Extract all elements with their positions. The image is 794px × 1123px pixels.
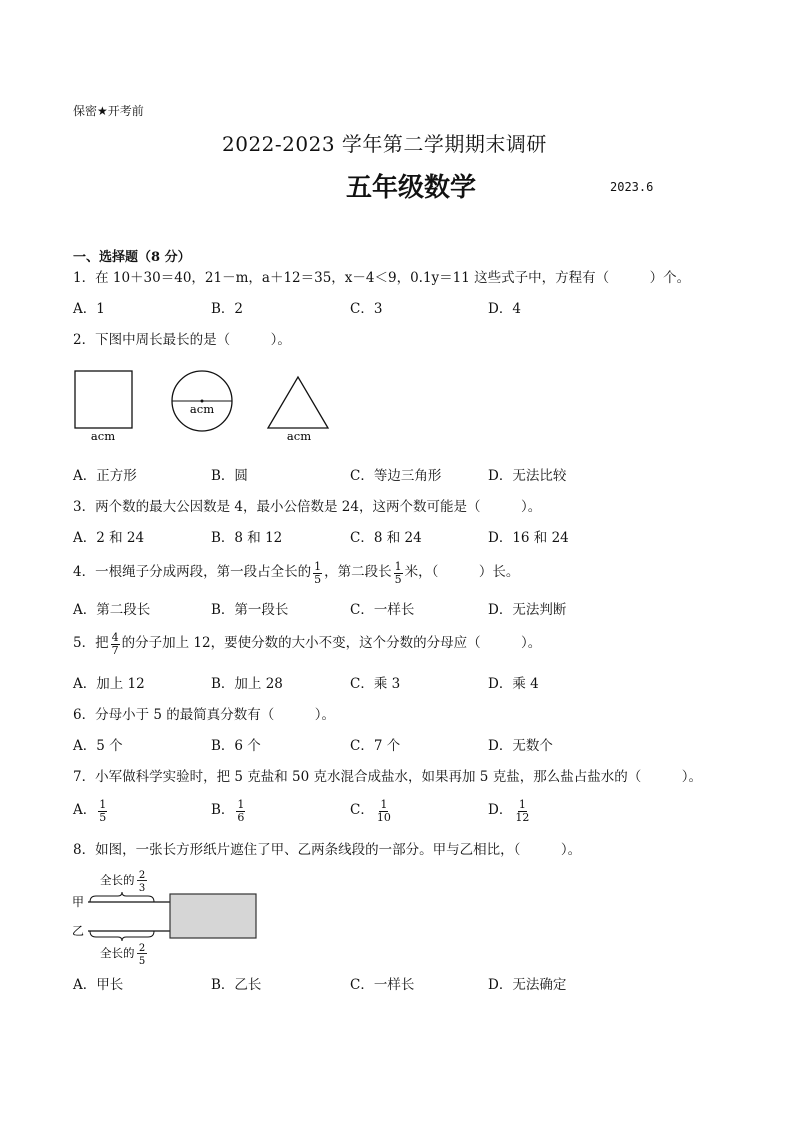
question-6-option-c[interactable]: C．7 个 — [350, 738, 401, 754]
question-4-text-c: 米，（ ）长。 — [404, 564, 520, 581]
question-7-stem: 7．小军做科学实验时，把 5 克盐和 50 克水混合成盐水，如果再加 5 克盐，那么盐占盐水的（ ）。 — [73, 769, 702, 785]
question-6-option-d[interactable]: D．无数个 — [488, 738, 553, 754]
question-2-figure — [70, 366, 330, 448]
question-8-option-d[interactable]: D．无法确定 — [488, 977, 567, 993]
question-6-option-b[interactable]: B．6 个 — [211, 738, 261, 754]
shapes-figure — [70, 366, 330, 448]
question-4-text-a: 4．一根绳子分成两段，第一段占全长的 — [73, 564, 312, 581]
question-5-stem — [73, 632, 541, 656]
question-4-option-a[interactable]: A．第二段长 — [73, 602, 151, 618]
segment-jia-label: 甲 — [72, 895, 85, 909]
question-1-option-d[interactable]: D．4 — [488, 301, 521, 317]
segment-yi-label: 乙 — [72, 924, 85, 938]
confidential-note: 保密★开考前 — [73, 104, 144, 118]
bottom-label-den: 5 — [138, 956, 146, 967]
top-label-text: 全长的 — [100, 873, 135, 887]
question-2-stem: 2．下图中周长最长的是（ ）。 — [73, 332, 291, 348]
question-8-option-a[interactable]: A．甲长 — [73, 977, 124, 993]
question-4-text-b: ，第二段长 — [324, 564, 392, 581]
section-title: 一、选择题（8 分） — [73, 250, 191, 265]
question-1-option-c[interactable]: C．3 — [350, 301, 383, 317]
question-7-option-c[interactable]: C． $\frac{1}{10}$ — [350, 798, 391, 824]
question-3-option-a[interactable]: A．2 和 24 — [73, 530, 145, 546]
square-shape — [75, 371, 132, 428]
square-label: acm — [90, 429, 116, 443]
question-4-stem — [73, 561, 519, 585]
question-3-option-c[interactable]: C．8 和 24 — [350, 530, 422, 546]
question-3-option-b[interactable]: B．8 和 12 — [211, 530, 283, 546]
exam-subject: 五年级数学 — [346, 173, 477, 203]
question-7-option-b[interactable]: B． $\frac{1}{6}$ — [211, 798, 245, 824]
triangle-label: acm — [286, 429, 312, 443]
question-3-option-d[interactable]: D．16 和 24 — [488, 530, 569, 546]
top-label-den: 3 — [138, 883, 146, 894]
question-5-text-a: 5．把 — [73, 635, 109, 652]
question-3-stem: 3．两个数的最大公因数是 4，最小公倍数是 24，这两个数可能是（ ）。 — [73, 499, 542, 515]
question-8-option-b[interactable]: B．乙长 — [211, 977, 262, 993]
question-4-fraction-2: $\frac{1}{5}$ — [394, 560, 402, 586]
question-5-option-d[interactable]: D．乘 4 — [488, 676, 539, 692]
question-2-option-a[interactable]: A．正方形 — [73, 468, 137, 484]
triangle-shape — [268, 377, 328, 428]
segments-figure — [70, 868, 270, 968]
question-4-option-c[interactable]: C．一样长 — [350, 602, 415, 618]
bottom-label-text: 全长的 — [100, 946, 135, 960]
exam-date: 2023.6 — [610, 180, 654, 194]
top-label-num: 2 — [138, 870, 146, 881]
question-6-option-a[interactable]: A．5 个 — [73, 738, 123, 754]
question-4-fraction-1: $\frac{1}{5}$ — [314, 560, 322, 586]
paper-cover — [170, 894, 256, 938]
question-5-fraction: $\frac{4}{7}$ — [111, 631, 119, 657]
question-2-option-c[interactable]: C．等边三角形 — [350, 468, 442, 484]
question-1-stem: 1．在 10＋30＝40，21－m，a＋12＝35，x－4＜9，0.1y＝11 这些式子中，方程有（ ）个。 — [73, 270, 691, 286]
question-5-option-b[interactable]: B．加上 28 — [211, 676, 283, 692]
question-5-option-a[interactable]: A．加上 12 — [73, 676, 145, 692]
question-7-option-a[interactable]: A． $\frac{1}{5}$ — [73, 798, 107, 824]
question-1-option-b[interactable]: B．2 — [211, 301, 244, 317]
question-6-stem: 6．分母小于 5 的最简真分数有（ ）。 — [73, 707, 336, 723]
question-8-stem: 8．如图，一张长方形纸片遮住了甲、乙两条线段的一部分。甲与乙相比，（ ）。 — [73, 842, 582, 858]
question-8-figure — [70, 868, 270, 968]
question-4-option-d[interactable]: D．无法判断 — [488, 602, 567, 618]
exam-title: 2022-2023 学年第二学期期末调研 — [222, 132, 547, 156]
question-1-option-a[interactable]: A．1 — [73, 301, 105, 317]
question-4-option-b[interactable]: B．第一段长 — [211, 602, 289, 618]
question-5-text-b: 的分子加上 12，要使分数的大小不变，这个分数的分母应（ ）。 — [121, 635, 542, 652]
question-2-option-b[interactable]: B．圆 — [211, 468, 248, 484]
question-7-option-d[interactable]: D． $\frac{1}{12}$ — [488, 798, 530, 824]
question-2-option-d[interactable]: D．无法比较 — [488, 468, 567, 484]
question-5-option-c[interactable]: C．乘 3 — [350, 676, 401, 692]
bottom-label-num: 2 — [138, 943, 146, 954]
question-8-option-c[interactable]: C．一样长 — [350, 977, 415, 993]
circle-label: acm — [189, 402, 215, 416]
